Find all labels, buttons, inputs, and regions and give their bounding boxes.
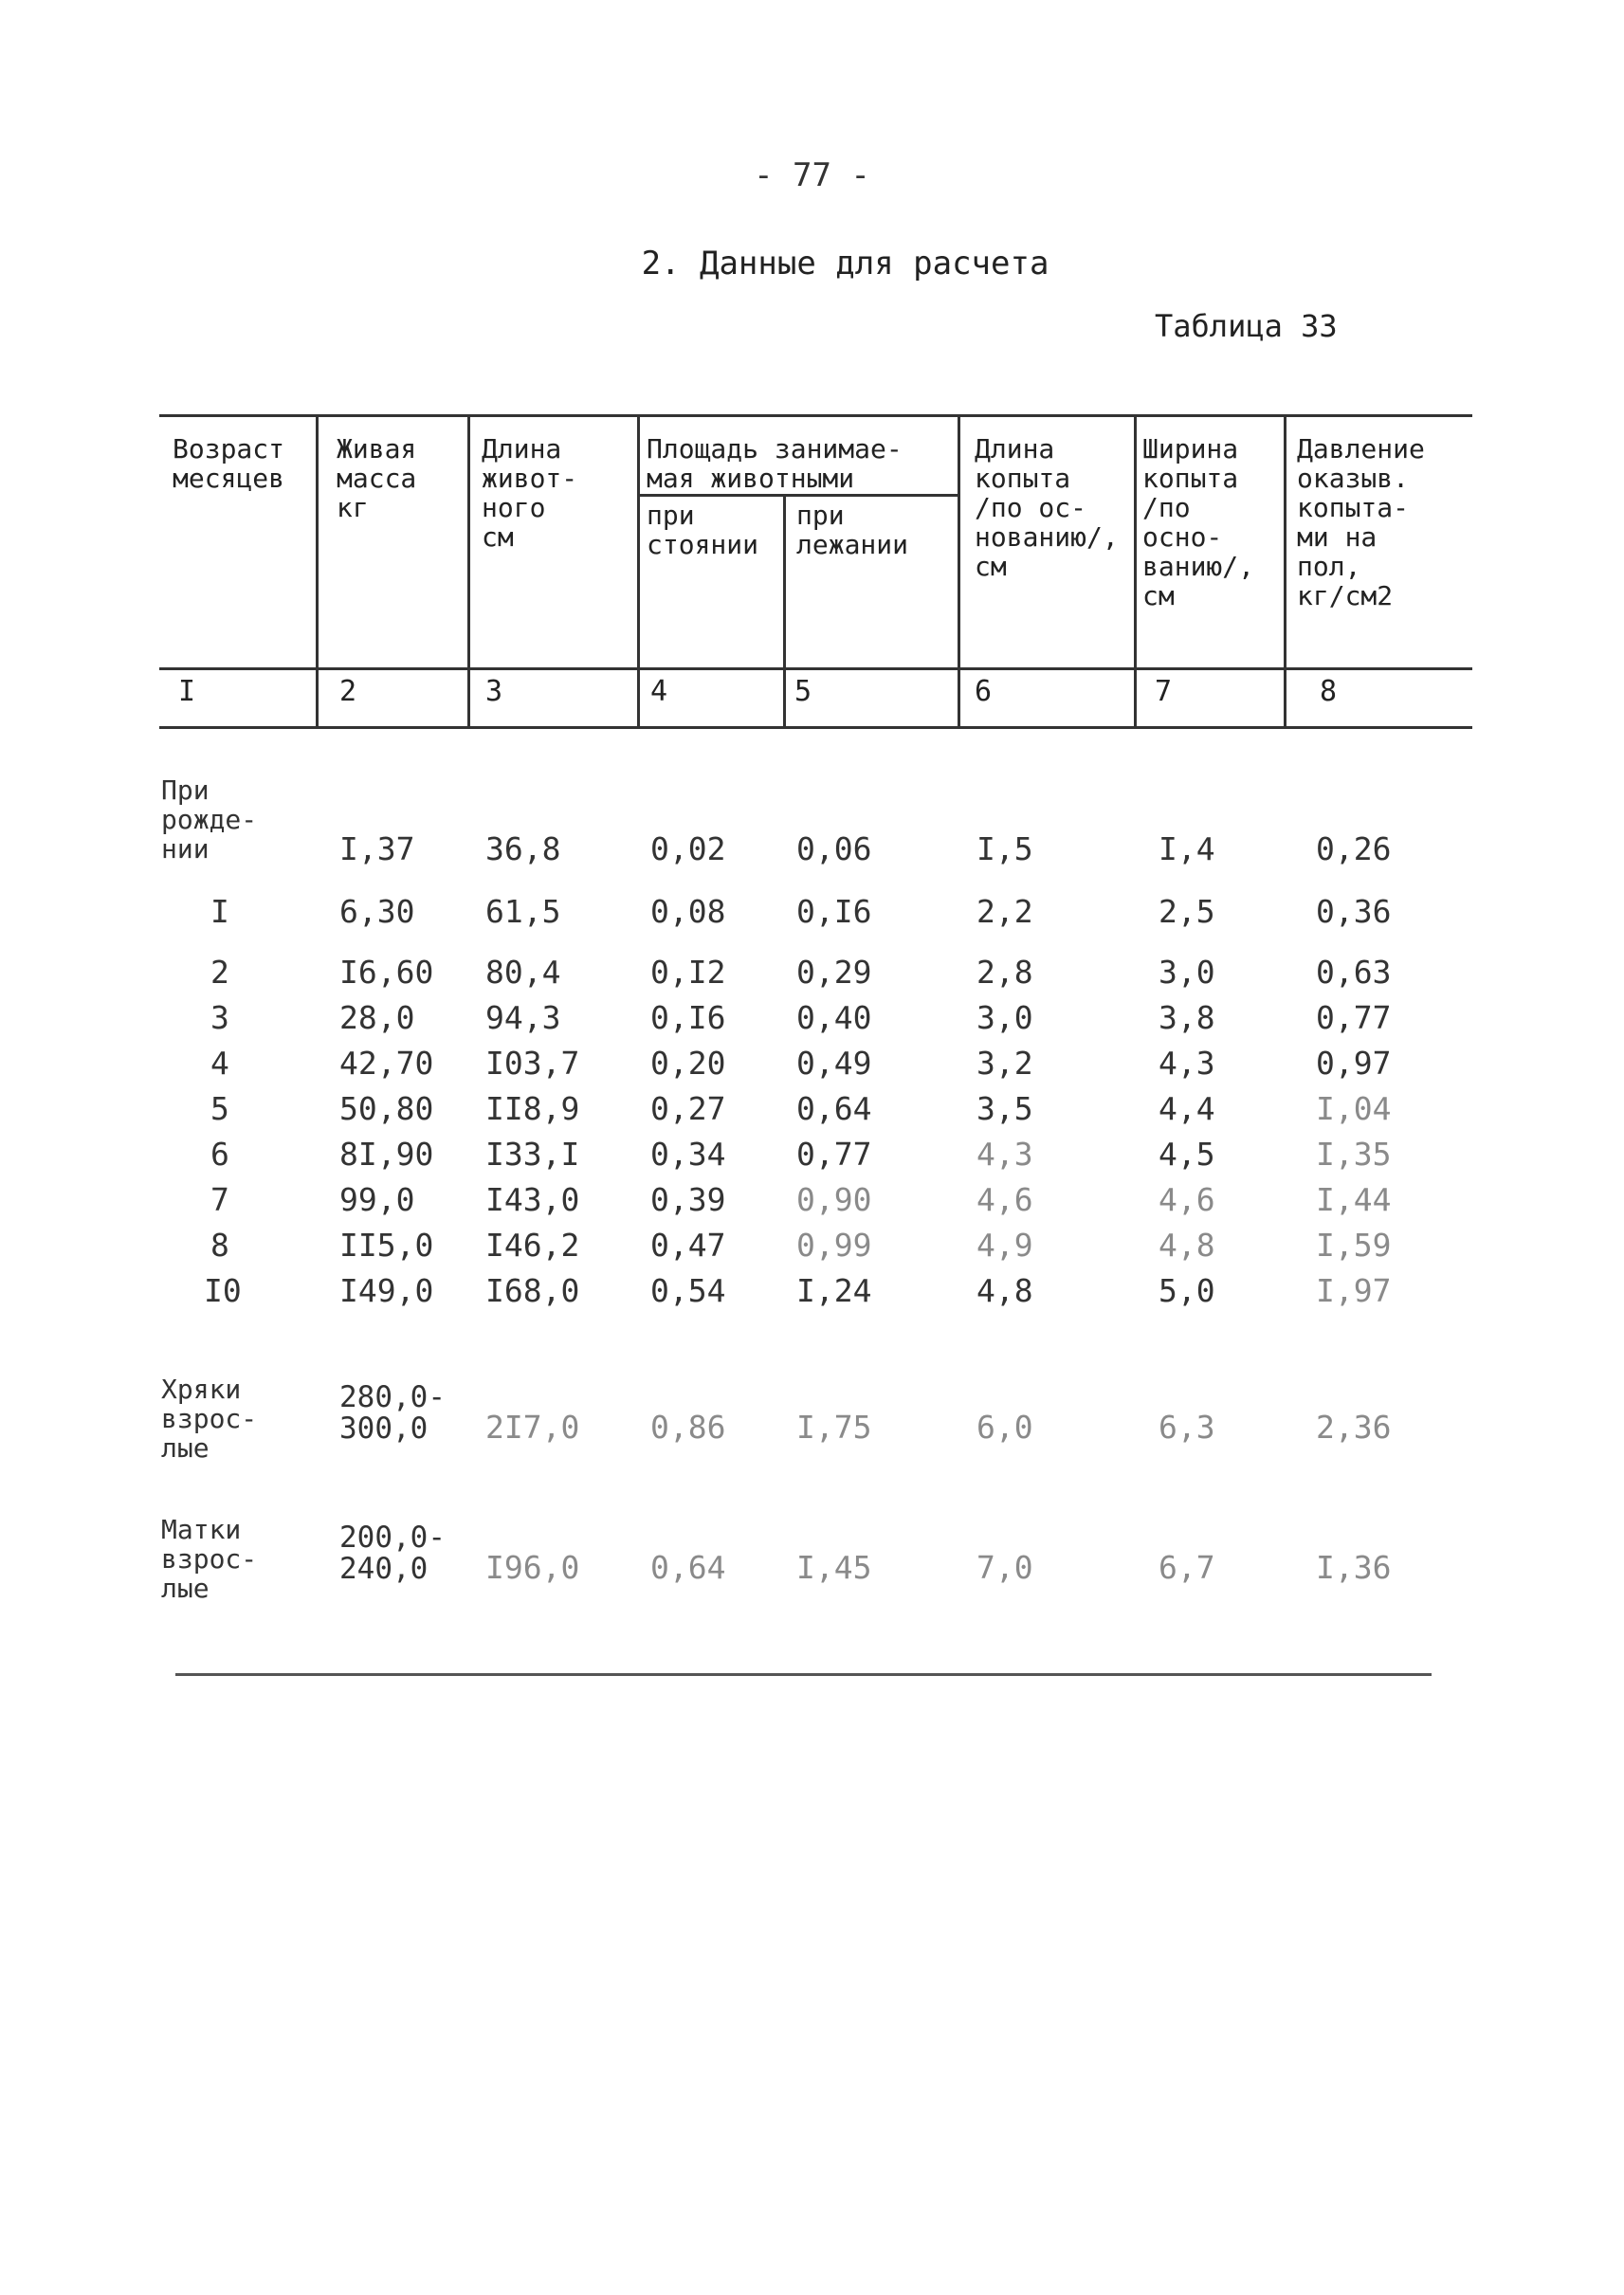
column-divider — [1134, 414, 1137, 729]
row-age: I — [210, 893, 229, 930]
row-age: 4 — [210, 1045, 229, 1082]
header-pressure: Давление оказыв. копыта- ми на пол, кг/см2 — [1297, 433, 1425, 611]
row-age: 2 — [210, 954, 229, 991]
cell-lying: 0,64 — [796, 1090, 872, 1127]
row-age-label: Матки взрос- лые — [161, 1514, 258, 1604]
cell-hoof-width: 4,5 — [1159, 1136, 1215, 1173]
header-area-lying: при лежании — [796, 500, 909, 560]
cell-lying: 0,99 — [796, 1227, 872, 1264]
cell-hoof-width: 5,0 — [1159, 1272, 1215, 1309]
cell-hoof-length: 3,2 — [976, 1045, 1033, 1082]
header-length: Длина живот- ного см — [482, 433, 578, 553]
cell-hoof-width: 6,3 — [1159, 1409, 1215, 1446]
cell-pressure: I,04 — [1316, 1090, 1392, 1127]
cell-standing: 0,64 — [650, 1549, 726, 1586]
cell-length: I43,0 — [485, 1181, 580, 1218]
cell-mass: 99,0 — [339, 1181, 415, 1218]
header-mass: Живая масса кг — [337, 433, 417, 523]
cell-hoof-width: 4,8 — [1159, 1227, 1215, 1264]
cell-length: I33,I — [485, 1136, 580, 1173]
row-age: 8 — [210, 1227, 229, 1264]
cell-length: I68,0 — [485, 1272, 580, 1309]
column-divider — [783, 494, 786, 729]
cell-standing: 0,86 — [650, 1409, 726, 1446]
cell-lying: 0,49 — [796, 1045, 872, 1082]
table-label: Таблица 33 — [1155, 308, 1338, 344]
cell-standing: 0,I2 — [650, 954, 726, 991]
cell-standing: 0,39 — [650, 1181, 726, 1218]
cell-hoof-length: 6,0 — [976, 1409, 1033, 1446]
cell-length: 36,8 — [485, 830, 561, 867]
cell-standing: 0,54 — [650, 1272, 726, 1309]
cell-pressure: 2,36 — [1316, 1409, 1392, 1446]
column-number: 5 — [794, 675, 812, 708]
cell-hoof-width: 6,7 — [1159, 1549, 1215, 1586]
cell-pressure: I,36 — [1316, 1549, 1392, 1586]
cell-length: 94,3 — [485, 999, 561, 1036]
cell-pressure: 0,26 — [1316, 830, 1392, 867]
cell-mass: I49,0 — [339, 1272, 434, 1309]
row-age: 6 — [210, 1136, 229, 1173]
cell-hoof-length: 2,8 — [976, 954, 1033, 991]
cell-pressure: 0,77 — [1316, 999, 1392, 1036]
cell-hoof-width: I,4 — [1159, 830, 1215, 867]
row-age: 5 — [210, 1090, 229, 1127]
row-age: 3 — [210, 999, 229, 1036]
cell-hoof-width: 4,3 — [1159, 1045, 1215, 1082]
cell-pressure: 0,36 — [1316, 893, 1392, 930]
cell-lying: 0,06 — [796, 830, 872, 867]
column-number: 4 — [650, 675, 668, 708]
area-group-rule — [637, 494, 958, 497]
cell-mass: 280,0- 300,0 — [339, 1380, 446, 1446]
cell-mass: 200,0- 240,0 — [339, 1521, 446, 1586]
cell-lying: I,45 — [796, 1549, 872, 1586]
cell-hoof-width: 3,0 — [1159, 954, 1215, 991]
header-bottom-rule — [159, 667, 1472, 670]
cell-standing: 0,08 — [650, 893, 726, 930]
cell-hoof-length: 7,0 — [976, 1549, 1033, 1586]
cell-length: 2I7,0 — [485, 1409, 580, 1446]
column-divider — [1284, 414, 1286, 729]
cell-length: I46,2 — [485, 1227, 580, 1264]
cell-standing: 0,27 — [650, 1090, 726, 1127]
cell-lying: 0,77 — [796, 1136, 872, 1173]
header-age: Возраст месяцев — [173, 433, 285, 494]
column-number: 3 — [485, 675, 503, 708]
header-hoof-width: Ширина копыта /по осно- ванию/, см — [1142, 433, 1255, 611]
cell-pressure: I,59 — [1316, 1227, 1392, 1264]
page-number: - 77 - — [754, 156, 870, 194]
cell-pressure: I,97 — [1316, 1272, 1392, 1309]
cell-hoof-length: 4,9 — [976, 1227, 1033, 1264]
column-divider — [316, 414, 319, 729]
column-number: 2 — [339, 675, 357, 708]
column-divider — [637, 414, 640, 729]
column-divider — [467, 414, 470, 729]
cell-hoof-width: 4,4 — [1159, 1090, 1215, 1127]
header-area: Площадь занимае- мая животными — [647, 433, 903, 494]
table-bottom-rule — [175, 1673, 1432, 1676]
cell-length: I96,0 — [485, 1549, 580, 1586]
cell-mass: 50,80 — [339, 1090, 434, 1127]
cell-mass: 28,0 — [339, 999, 415, 1036]
header-area-standing: при стоянии — [647, 500, 759, 560]
cell-length: I03,7 — [485, 1045, 580, 1082]
cell-lying: 0,40 — [796, 999, 872, 1036]
cell-lying: 0,29 — [796, 954, 872, 991]
cell-standing: 0,20 — [650, 1045, 726, 1082]
row-age-label: При рожде- нии — [161, 774, 258, 865]
cell-pressure: 0,63 — [1316, 954, 1392, 991]
cell-lying: I,75 — [796, 1409, 872, 1446]
cell-lying: 0,I6 — [796, 893, 872, 930]
header-hoof-length: Длина копыта /по ос- нованию/, см — [975, 433, 1119, 582]
column-number: I — [178, 675, 196, 708]
cell-hoof-length: I,5 — [976, 830, 1033, 867]
table-top-rule — [159, 414, 1472, 417]
column-numbers-rule — [159, 726, 1472, 729]
row-age-label: Хряки взрос- лые — [161, 1374, 258, 1464]
cell-length: 61,5 — [485, 893, 561, 930]
cell-hoof-length: 2,2 — [976, 893, 1033, 930]
cell-lying: I,24 — [796, 1272, 872, 1309]
cell-hoof-length: 4,3 — [976, 1136, 1033, 1173]
cell-mass: I6,60 — [339, 954, 434, 991]
section-title: 2. Данные для расчета — [641, 245, 1049, 282]
cell-mass: 42,70 — [339, 1045, 434, 1082]
cell-hoof-width: 2,5 — [1159, 893, 1215, 930]
cell-pressure: 0,97 — [1316, 1045, 1392, 1082]
cell-hoof-length: 3,0 — [976, 999, 1033, 1036]
cell-hoof-length: 3,5 — [976, 1090, 1033, 1127]
cell-hoof-length: 4,6 — [976, 1181, 1033, 1218]
cell-standing: 0,I6 — [650, 999, 726, 1036]
cell-hoof-width: 3,8 — [1159, 999, 1215, 1036]
cell-pressure: I,44 — [1316, 1181, 1392, 1218]
cell-mass: I,37 — [339, 830, 415, 867]
cell-length: II8,9 — [485, 1090, 580, 1127]
cell-standing: 0,47 — [650, 1227, 726, 1264]
cell-mass: II5,0 — [339, 1227, 434, 1264]
row-age: 7 — [210, 1181, 229, 1218]
cell-mass: 6,30 — [339, 893, 415, 930]
column-divider — [958, 414, 960, 729]
cell-standing: 0,02 — [650, 830, 726, 867]
cell-mass: 8I,90 — [339, 1136, 434, 1173]
row-age: I0 — [204, 1272, 242, 1309]
cell-hoof-width: 4,6 — [1159, 1181, 1215, 1218]
cell-pressure: I,35 — [1316, 1136, 1392, 1173]
cell-lying: 0,90 — [796, 1181, 872, 1218]
column-number: 6 — [975, 675, 993, 708]
column-number: 8 — [1320, 675, 1338, 708]
column-number: 7 — [1155, 675, 1173, 708]
cell-standing: 0,34 — [650, 1136, 726, 1173]
cell-length: 80,4 — [485, 954, 561, 991]
cell-hoof-length: 4,8 — [976, 1272, 1033, 1309]
